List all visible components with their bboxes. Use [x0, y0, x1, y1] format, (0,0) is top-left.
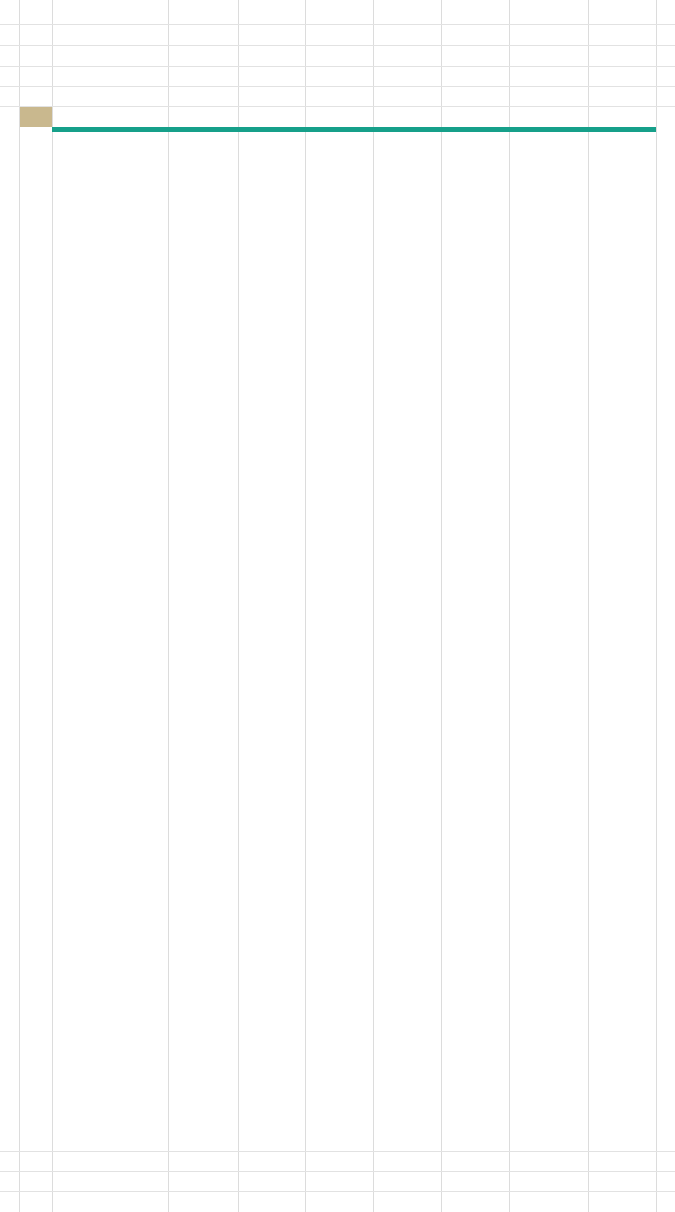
header-row-bottom: [0, 107, 675, 127]
gridline: [0, 45, 675, 46]
gridline: [19, 0, 20, 1212]
gridline: [168, 0, 169, 1212]
gridline: [373, 0, 374, 1212]
gridline: [305, 0, 306, 1212]
gridline: [0, 24, 675, 25]
totals-row: [0, 1172, 675, 1192]
gridline: [52, 0, 53, 1212]
header-row-top: [0, 87, 675, 107]
teal-divider-bar: [52, 127, 656, 132]
gridline: [656, 0, 657, 1212]
gridline: [238, 0, 239, 1212]
gridline: [588, 0, 589, 1212]
gridline: [0, 1151, 675, 1152]
gridline: [509, 0, 510, 1212]
gridline: [441, 0, 442, 1212]
gridline: [0, 66, 675, 67]
